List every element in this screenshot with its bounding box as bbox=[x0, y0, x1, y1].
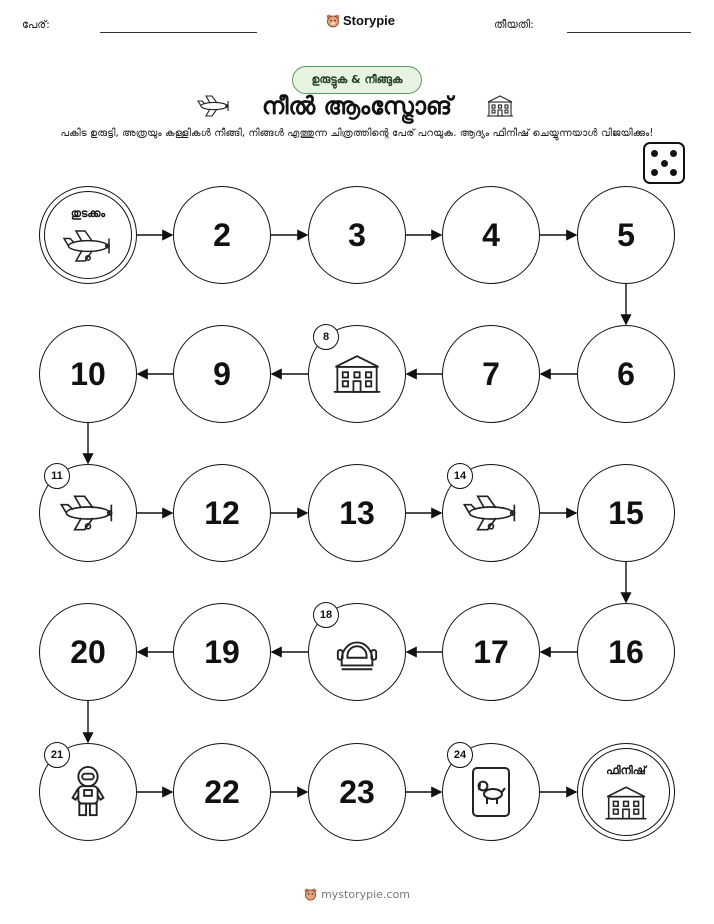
cell-number: 3 bbox=[348, 216, 366, 253]
finish-label: ഫിനിഷ് bbox=[606, 764, 646, 777]
footer bbox=[0, 888, 714, 901]
board-cell-19 bbox=[173, 603, 271, 701]
cell-number-badge: 11 bbox=[44, 463, 70, 489]
board-cell-10 bbox=[39, 325, 137, 423]
name-label: പേര്: bbox=[22, 18, 50, 31]
board-cell-3 bbox=[308, 186, 406, 284]
helmet-icon bbox=[333, 629, 381, 675]
board-cell-24 bbox=[442, 743, 540, 841]
board-cell-13 bbox=[308, 464, 406, 562]
activity-badge: ഉരുട്ടുക & നീങ്ങുക bbox=[292, 66, 422, 94]
board-cell-15 bbox=[577, 464, 675, 562]
cell-number-badge: 8 bbox=[313, 324, 339, 350]
board-cell-22 bbox=[173, 743, 271, 841]
cell-number: 17 bbox=[473, 633, 509, 670]
board-cell-5 bbox=[577, 186, 675, 284]
date-label: തീയതി: bbox=[494, 18, 534, 31]
cell-number: 12 bbox=[204, 494, 240, 531]
footer-url: mystorypie.com bbox=[321, 888, 410, 901]
cell-number-badge: 24 bbox=[447, 742, 473, 768]
cell-number: 22 bbox=[204, 773, 240, 810]
cell-number: 23 bbox=[339, 773, 375, 810]
dog-card-icon bbox=[471, 766, 511, 818]
astronaut-icon bbox=[68, 765, 108, 819]
cell-number: 9 bbox=[213, 355, 231, 392]
building-icon bbox=[604, 781, 648, 825]
board-cell-20 bbox=[39, 603, 137, 701]
cell-number: 5 bbox=[617, 216, 635, 253]
board-cell-17 bbox=[442, 603, 540, 701]
airplane-icon bbox=[57, 493, 119, 533]
airplane-icon bbox=[61, 226, 115, 266]
start-label: തുടക്കം bbox=[70, 207, 106, 220]
board-cell-23 bbox=[308, 743, 406, 841]
cell-number-badge: 18 bbox=[313, 602, 339, 628]
board-cell-1 bbox=[39, 186, 137, 284]
board-cell-6 bbox=[577, 325, 675, 423]
cell-number: 20 bbox=[70, 633, 106, 670]
cell-number: 4 bbox=[482, 216, 500, 253]
bear-icon bbox=[304, 888, 317, 901]
building-icon bbox=[332, 352, 382, 396]
board-cell-12 bbox=[173, 464, 271, 562]
board-cell-8 bbox=[308, 325, 406, 423]
instructions: പകിട ഉരുട്ടി, അത്രയും കള്ളികൾ നീങ്ങി, നിങ്ങൾ എത്തുന്ന ചിത്രത്തിന്റെ പേര് പറയുക. ആദ്യം ഫിനിഷ് ചെയ്യുന്നയാൾ വിജയിക്കും! bbox=[60, 128, 654, 139]
board-cell-16 bbox=[577, 603, 675, 701]
board-cell-14 bbox=[442, 464, 540, 562]
cell-number: 10 bbox=[70, 355, 106, 392]
cell-number: 6 bbox=[617, 355, 635, 392]
board-cell-11 bbox=[39, 464, 137, 562]
board-cell-7 bbox=[442, 325, 540, 423]
board-cell-9 bbox=[173, 325, 271, 423]
cell-number: 15 bbox=[608, 494, 644, 531]
board-cell-25 bbox=[577, 743, 675, 841]
cell-number: 16 bbox=[608, 633, 644, 670]
page-title: നീൽ ആംസ്ട്രോങ് bbox=[261, 92, 453, 120]
cell-number-badge: 21 bbox=[44, 742, 70, 768]
brand-name: Storypie bbox=[343, 13, 396, 28]
board-cell-4 bbox=[442, 186, 540, 284]
cell-number: 19 bbox=[204, 633, 240, 670]
board-cell-18 bbox=[308, 603, 406, 701]
cell-number-badge: 14 bbox=[447, 463, 473, 489]
cell-number: 7 bbox=[482, 355, 500, 392]
board-cell-2 bbox=[173, 186, 271, 284]
airplane-icon bbox=[460, 493, 522, 533]
cell-number: 2 bbox=[213, 216, 231, 253]
board-cell-21 bbox=[39, 743, 137, 841]
cell-number: 13 bbox=[339, 494, 375, 531]
